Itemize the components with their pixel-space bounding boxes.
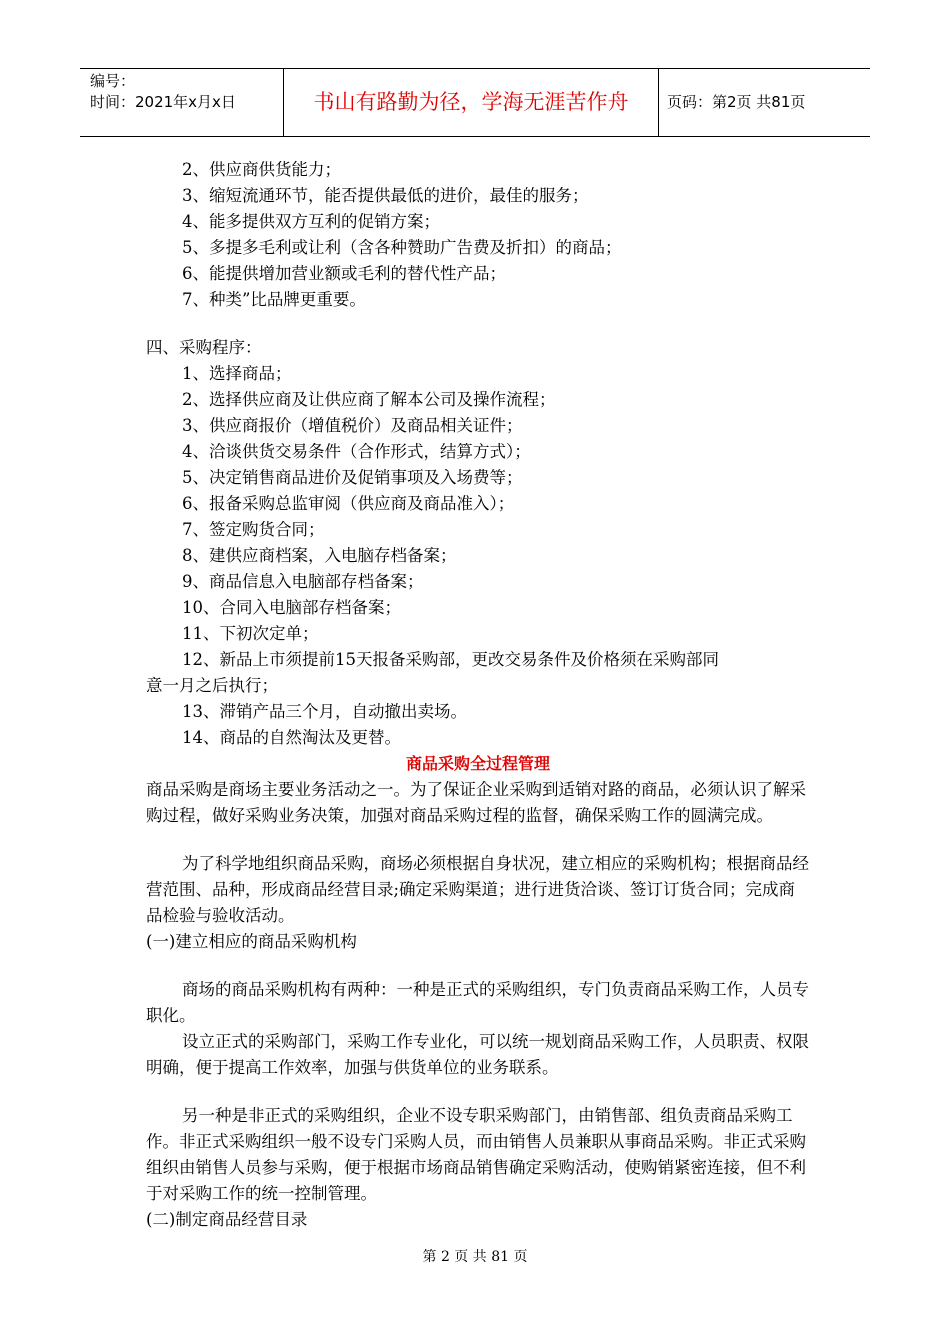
page-header [80, 68, 870, 137]
paragraph: 为了科学地组织商品采购，商场必须根据自身状况，建立相应的采购机构；根据商品经营范围、品种，形成商品经营目录;确定采购渠道；进行进货洽谈、签订订货合同；完成商品检验与验收活动。 [146, 854, 809, 925]
subheading: (二)制定商品经营目录 [146, 1210, 308, 1229]
list-item: 7、种类”比品牌更重要。 [182, 290, 366, 309]
list-item-continuation: 意一月之后执行； [146, 676, 278, 695]
list-item: 1、选择商品； [182, 364, 292, 383]
list-item: 5、多提多毛利或让利（含各种赞助广告费及折扣）的商品； [182, 238, 622, 257]
list-item: 14、商品的自然淘汰及更替。 [182, 728, 401, 747]
list-item: 2、供应商供货能力； [182, 160, 341, 179]
paragraph: 设立正式的采购部门，采购工作专业化，可以统一规划商品采购工作，人员职责、权限明确，便于提高工作效率，加强与供货单位的业务联系。 [146, 1032, 809, 1077]
spacer [146, 1081, 810, 1103]
spacer [146, 313, 810, 335]
list-item: 13、滞销产品三个月，自动撤出卖场。 [182, 702, 467, 721]
article-title: 商品采购全过程管理 [405, 754, 550, 773]
list-item: 4、能多提供双方互利的促销方案； [182, 212, 440, 231]
list-item: 3、供应商报价（增值税价）及商品相关证件； [182, 416, 523, 435]
list-item: 2、选择供应商及让供应商了解本公司及操作流程； [182, 390, 556, 409]
document-body [146, 157, 810, 1233]
list-item: 10、合同入电脑部存档备案； [182, 598, 401, 617]
list-item: 3、缩短流通环节，能否提供最低的进价，最佳的服务； [182, 186, 589, 205]
paragraph: 商品采购是商场主要业务活动之一。为了保证企业采购到适销对路的商品，必须认识了解采购过程，做好采购业务决策，加强对商品采购过程的监督，确保采购工作的圆满完成。 [146, 780, 806, 825]
list-item: 6、能提供增加营业额或毛利的替代性产品； [182, 264, 506, 283]
spacer [146, 829, 810, 851]
list-item: 4、洽谈供货交易条件（合作形式，结算方式）； [182, 442, 531, 461]
list-item: 12、新品上市须提前15天报备采购部，更改交易条件及价格须在采购部同 [182, 650, 719, 669]
date-label: 时间：2021年x月x日 [90, 93, 236, 111]
header-motto: 书山有路勤为径，学海无涯苦作舟 [284, 69, 659, 136]
list-item: 8、建供应商档案，入电脑存档备案； [182, 546, 457, 565]
header-meta [80, 69, 284, 136]
header-page-label: 页码：第2页 共81页 [667, 93, 806, 111]
list-item: 11、下初次定单； [182, 624, 319, 643]
subheading: (一)建立相应的商品采购机构 [146, 932, 357, 951]
list-item: 9、商品信息入电脑部存档备案； [182, 572, 424, 591]
number-label: 编号： [90, 72, 136, 90]
section-title: 四、采购程序： [146, 338, 262, 357]
list-item: 5、决定销售商品进价及促销事项及入场费等； [182, 468, 523, 487]
page-footer: 第 2 页 共 81 页 [422, 1249, 528, 1265]
list-item: 6、报备采购总监审阅（供应商及商品准入）； [182, 494, 515, 513]
list-item: 7、签定购货合同； [182, 520, 325, 539]
spacer [146, 955, 810, 977]
paragraph: 商场的商品采购机构有两种：一种是正式的采购组织，专门负责商品采购工作，人员专职化。 [146, 980, 809, 1025]
paragraph: 另一种是非正式的采购组织，企业不设专职采购部门，由销售部、组负责商品采购工作。非正式采购组织一般不设专门采购人员，而由销售人员兼职从事商品采购。非正式采购组织由销售人员参与采购，便于根据市场商品销售确定采购活动，使购销紧密连接，但不利于对采购工作的统一控制管理。 [146, 1106, 806, 1203]
